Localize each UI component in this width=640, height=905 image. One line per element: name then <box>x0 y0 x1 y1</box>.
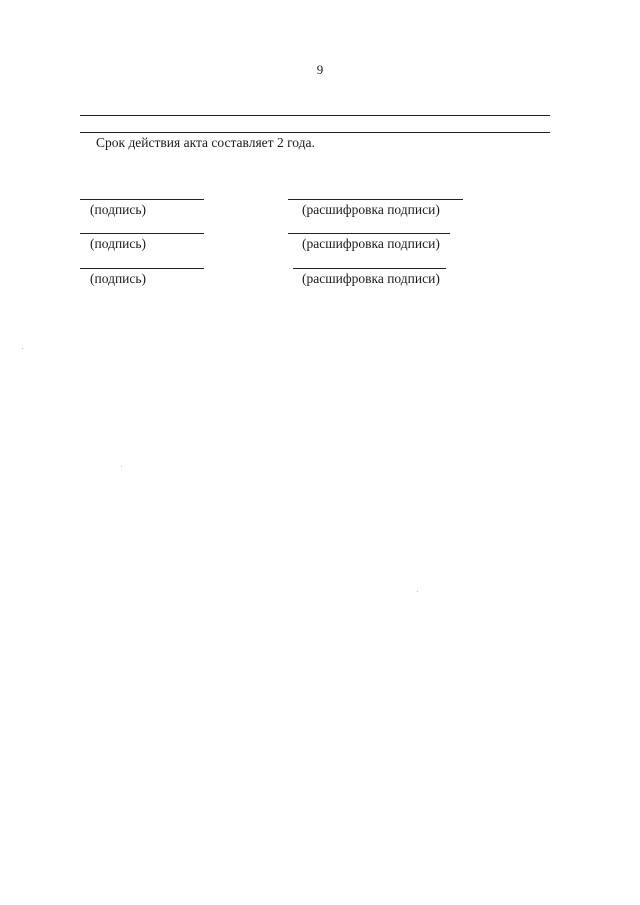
transcript-label: (расшифровка подписи) <box>302 236 440 251</box>
scan-speck <box>22 348 23 349</box>
transcript-label: (расшифровка подписи) <box>302 271 440 286</box>
signature-row <box>0 268 640 290</box>
signature-label: (подпись) <box>90 271 147 286</box>
signature-row <box>0 233 640 255</box>
transcript-line <box>293 268 446 269</box>
transcript-line <box>288 199 463 200</box>
signature-line <box>80 199 204 200</box>
blank-rule-bottom <box>80 132 550 133</box>
signature-line <box>80 268 204 269</box>
scan-speck <box>121 466 122 467</box>
transcript-label: (расшифровка подписи) <box>302 202 440 217</box>
page-number: 9 <box>316 62 324 77</box>
signature-label: (подпись) <box>90 236 147 251</box>
scan-speck <box>417 591 418 592</box>
signature-label: (подпись) <box>90 202 147 217</box>
transcript-line <box>288 233 450 234</box>
signature-line <box>80 233 204 234</box>
blank-rule-top <box>80 115 550 116</box>
validity-statement: Срок действия акта составляет 2 года. <box>96 135 315 150</box>
signature-row <box>0 199 640 221</box>
